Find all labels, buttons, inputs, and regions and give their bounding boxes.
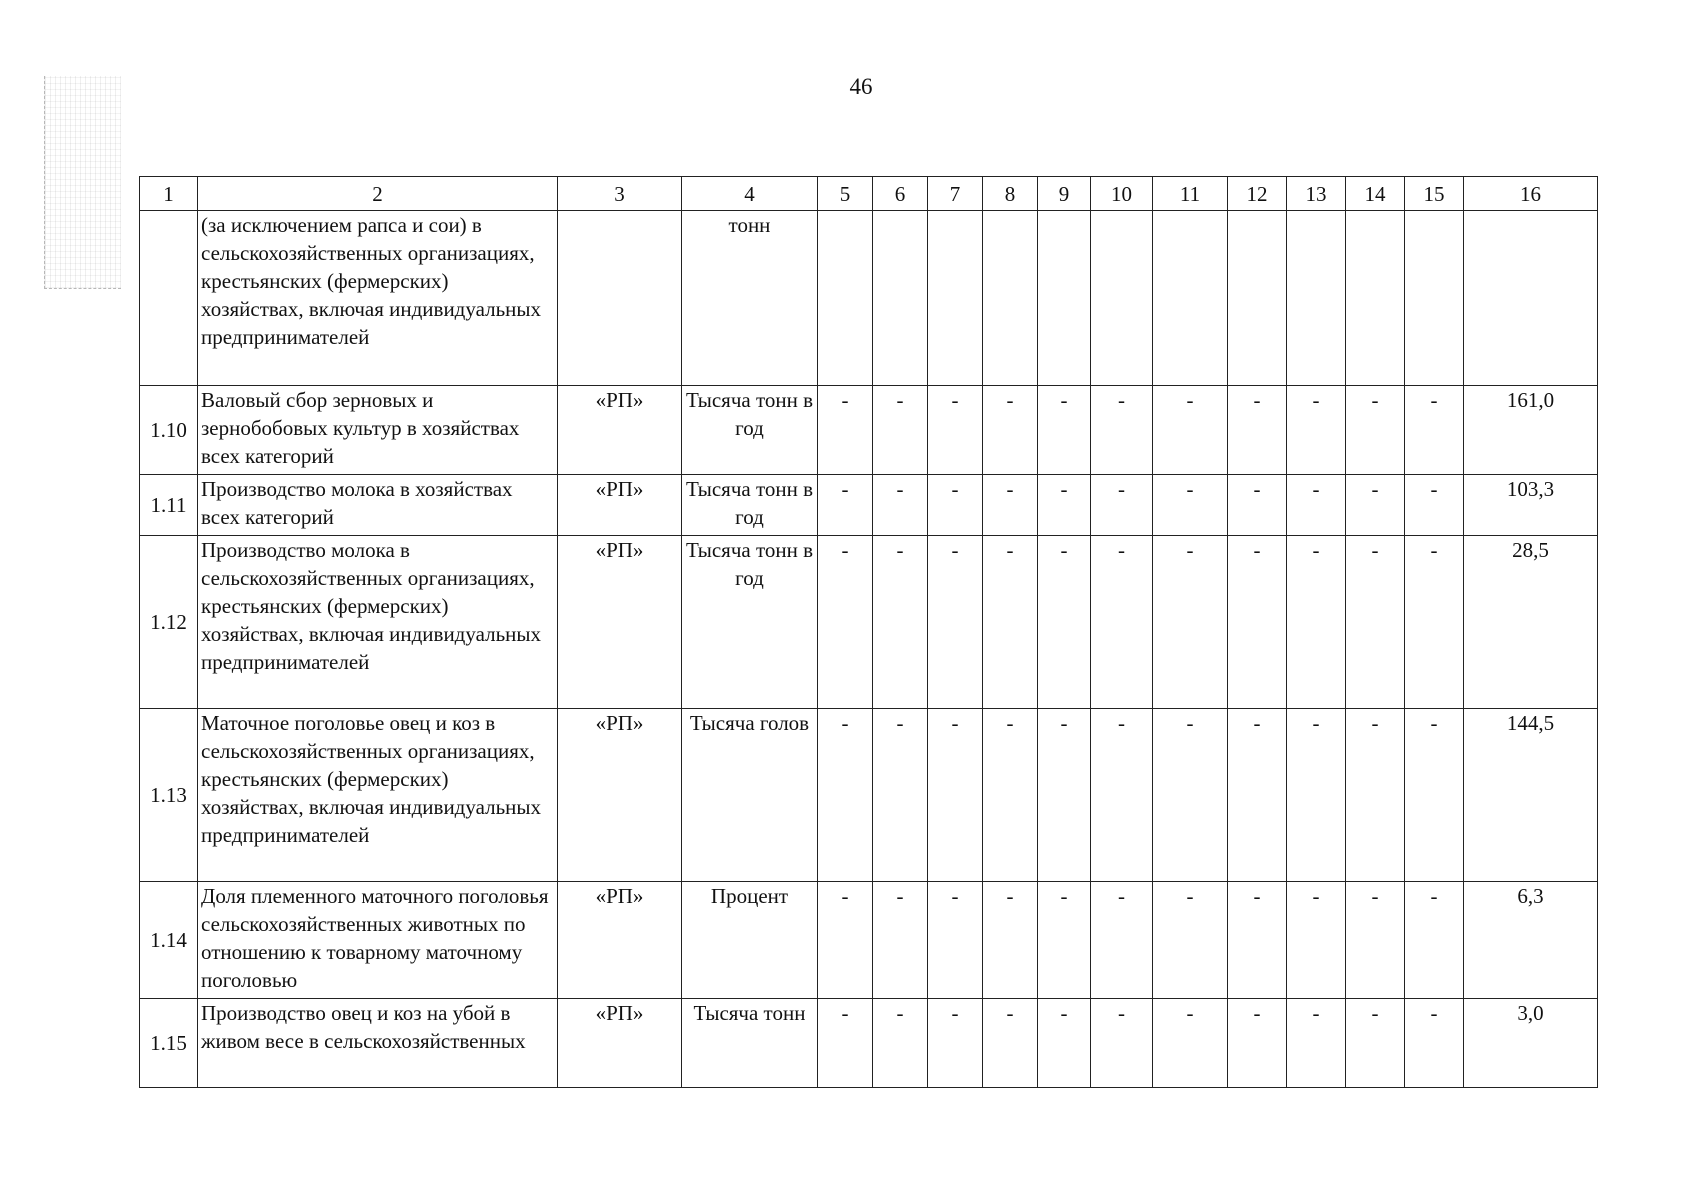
period-value-cell: - [983, 709, 1038, 882]
indicator-name: Маточное поголовье овец и коз в сельскохозяйственных организациях, крестьянских (фермерских) хозяйствах, включая индивидуальных предпринимателей [198, 709, 558, 882]
period-value-cell: - [1346, 882, 1405, 999]
period-value-cell: - [1405, 709, 1464, 882]
table-row [140, 211, 1598, 386]
period-value-cell: - [1091, 386, 1153, 475]
period-value-cell: - [873, 709, 928, 882]
period-value-cell: - [1153, 536, 1228, 709]
period-value-cell: - [1228, 999, 1287, 1088]
period-value-cell: - [818, 536, 873, 709]
indicator-name: Валовый сбор зерновых и зернобобовых культур в хозяйствах всех категорий [198, 386, 558, 475]
table-row [140, 709, 1598, 882]
header-cell: 5 [818, 177, 873, 211]
period-value-cell: - [873, 386, 928, 475]
period-value-cell: - [983, 999, 1038, 1088]
period-value-cell: - [1153, 709, 1228, 882]
period-value-cell: - [1228, 386, 1287, 475]
period-value-cell: - [1405, 386, 1464, 475]
indicator-name: Доля племенного маточного поголовья сельскохозяйственных животных по отношению к товарному маточному поголовью [198, 882, 558, 999]
header-cell: 11 [1153, 177, 1228, 211]
target-value: 6,3 [1464, 882, 1598, 999]
period-value-cell: - [818, 882, 873, 999]
header-cell: 2 [198, 177, 558, 211]
indicator-source: «РП» [558, 709, 682, 882]
header-cell: 8 [983, 177, 1038, 211]
period-value-cell: - [1228, 709, 1287, 882]
period-value-cell [818, 211, 873, 386]
page-number: 46 [849, 74, 873, 99]
period-value-cell: - [1346, 386, 1405, 475]
period-value-cell: - [1228, 536, 1287, 709]
indicator-unit: Тысяча тонн в год [682, 536, 818, 709]
table-row [140, 999, 1598, 1088]
indicator-source: «РП» [558, 386, 682, 475]
header-cell: 1 [140, 177, 198, 211]
target-value: 28,5 [1464, 536, 1598, 709]
period-value-cell [1153, 211, 1228, 386]
indicator-source [558, 211, 682, 386]
target-value: 103,3 [1464, 475, 1598, 536]
period-value-cell: - [1287, 386, 1346, 475]
period-value-cell: - [928, 536, 983, 709]
target-value [1464, 211, 1598, 386]
period-value-cell [983, 211, 1038, 386]
period-value-cell: - [928, 882, 983, 999]
period-value-cell: - [1153, 882, 1228, 999]
registration-stamp [44, 76, 121, 289]
period-value-cell: - [1287, 709, 1346, 882]
table-row [140, 475, 1598, 536]
period-value-cell: - [1091, 536, 1153, 709]
period-value-cell: - [983, 475, 1038, 536]
period-value-cell: - [818, 709, 873, 882]
period-value-cell: - [1038, 999, 1091, 1088]
indicator-unit: Тысяча тонн в год [682, 386, 818, 475]
period-value-cell: - [1228, 475, 1287, 536]
period-value-cell [1091, 211, 1153, 386]
period-value-cell: - [1287, 882, 1346, 999]
period-value-cell: - [873, 475, 928, 536]
indicator-name: Производство молока в хозяйствах всех категорий [198, 475, 558, 536]
header-cell: 12 [1228, 177, 1287, 211]
indicator-source: «РП» [558, 536, 682, 709]
period-value-cell [1038, 211, 1091, 386]
period-value-cell: - [1228, 882, 1287, 999]
row-number: 1.13 [140, 709, 198, 882]
header-cell: 6 [873, 177, 928, 211]
period-value-cell: - [928, 999, 983, 1088]
period-value-cell: - [1405, 475, 1464, 536]
period-value-cell: - [1405, 882, 1464, 999]
table-row [140, 386, 1598, 475]
period-value-cell [1405, 211, 1464, 386]
period-value-cell: - [928, 475, 983, 536]
header-cell: 16 [1464, 177, 1598, 211]
period-value-cell: - [1038, 709, 1091, 882]
header-cell: 4 [682, 177, 818, 211]
target-value: 161,0 [1464, 386, 1598, 475]
period-value-cell: - [1038, 386, 1091, 475]
period-value-cell: - [983, 882, 1038, 999]
indicator-unit: Тысяча тонн в год [682, 475, 818, 536]
indicator-name: Производство молока в сельскохозяйственных организациях, крестьянских (фермерских) хозяйствах, включая индивидуальных предпринимателей [198, 536, 558, 709]
period-value-cell: - [1091, 999, 1153, 1088]
period-value-cell: - [873, 536, 928, 709]
period-value-cell: - [873, 882, 928, 999]
indicator-source: «РП» [558, 999, 682, 1088]
indicator-name: (за исключением рапса и сои) в сельскохозяйственных организациях, крестьянских (фермерских) хозяйствах, включая индивидуальных предпринимателей [198, 211, 558, 386]
header-cell: 3 [558, 177, 682, 211]
period-value-cell: - [1038, 475, 1091, 536]
target-value: 144,5 [1464, 709, 1598, 882]
target-value: 3,0 [1464, 999, 1598, 1088]
row-number: 1.12 [140, 536, 198, 709]
period-value-cell [1287, 211, 1346, 386]
indicator-source: «РП» [558, 882, 682, 999]
period-value-cell: - [928, 709, 983, 882]
header-row [140, 177, 1598, 211]
row-number: 1.10 [140, 386, 198, 475]
header-cell: 9 [1038, 177, 1091, 211]
header-cell: 10 [1091, 177, 1153, 211]
period-value-cell [928, 211, 983, 386]
header-cell: 15 [1405, 177, 1464, 211]
period-value-cell: - [1346, 709, 1405, 882]
table-row [140, 882, 1598, 999]
period-value-cell: - [1153, 475, 1228, 536]
period-value-cell: - [1405, 999, 1464, 1088]
period-value-cell: - [818, 999, 873, 1088]
period-value-cell: - [818, 475, 873, 536]
indicator-unit: Процент [682, 882, 818, 999]
period-value-cell: - [1038, 882, 1091, 999]
period-value-cell: - [1287, 536, 1346, 709]
period-value-cell: - [1091, 475, 1153, 536]
period-value-cell: - [1287, 999, 1346, 1088]
period-value-cell: - [1038, 536, 1091, 709]
period-value-cell [1346, 211, 1405, 386]
header-cell: 14 [1346, 177, 1405, 211]
period-value-cell: - [1346, 536, 1405, 709]
period-value-cell: - [1405, 536, 1464, 709]
period-value-cell: - [928, 386, 983, 475]
indicator-unit: Тысяча голов [682, 709, 818, 882]
indicator-unit: Тысяча тонн [682, 999, 818, 1088]
indicator-source: «РП» [558, 475, 682, 536]
period-value-cell: - [1153, 999, 1228, 1088]
period-value-cell [1228, 211, 1287, 386]
indicators-table [139, 176, 1598, 1088]
period-value-cell: - [1153, 386, 1228, 475]
period-value-cell: - [1091, 709, 1153, 882]
period-value-cell: - [1346, 999, 1405, 1088]
row-number [140, 211, 198, 386]
period-value-cell [873, 211, 928, 386]
table-row [140, 536, 1598, 709]
indicator-unit: тонн [682, 211, 818, 386]
period-value-cell: - [983, 536, 1038, 709]
row-number: 1.14 [140, 882, 198, 999]
period-value-cell: - [983, 386, 1038, 475]
row-number: 1.15 [140, 999, 198, 1088]
period-value-cell: - [1287, 475, 1346, 536]
row-number: 1.11 [140, 475, 198, 536]
header-cell: 7 [928, 177, 983, 211]
period-value-cell: - [1346, 475, 1405, 536]
indicator-name: Производство овец и коз на убой в живом весе в сельскохозяйственных [198, 999, 558, 1088]
period-value-cell: - [818, 386, 873, 475]
period-value-cell: - [1091, 882, 1153, 999]
header-cell: 13 [1287, 177, 1346, 211]
period-value-cell: - [873, 999, 928, 1088]
